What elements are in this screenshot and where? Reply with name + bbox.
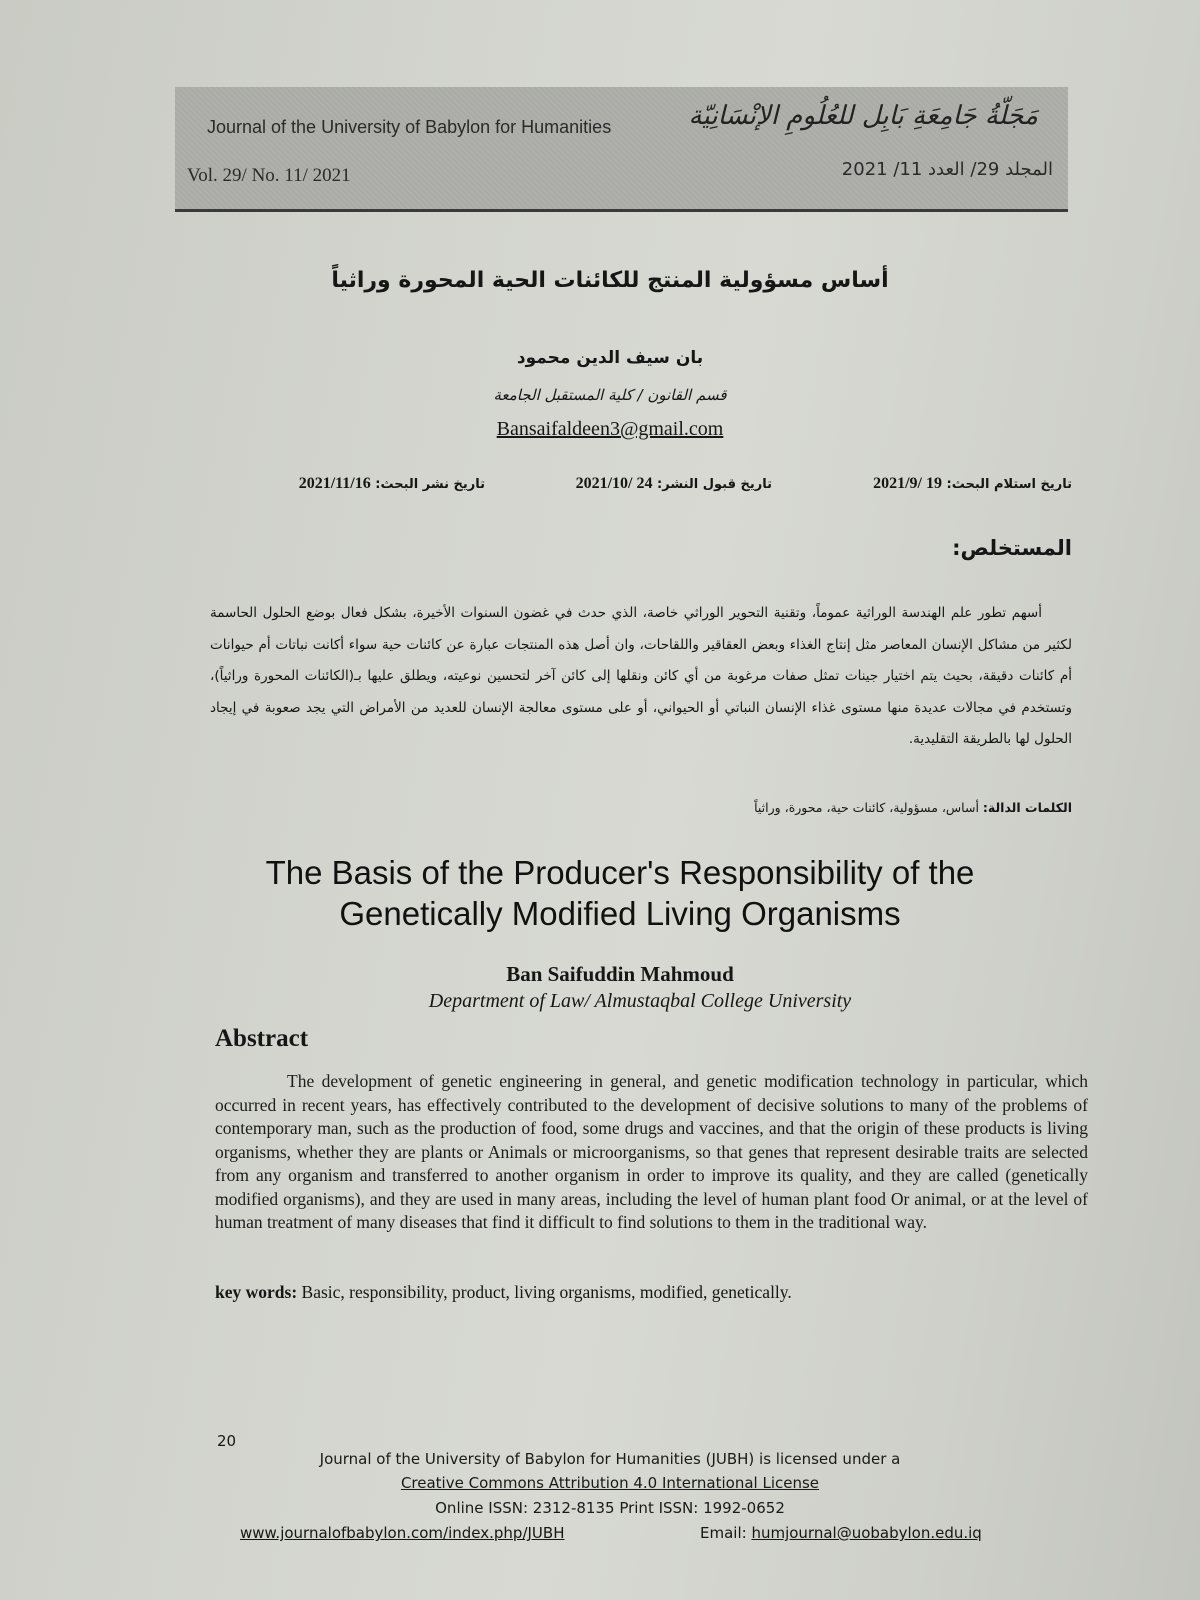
english-author: Ban Saifuddin Mahmoud: [506, 962, 734, 986]
date-received: [873, 475, 1072, 493]
english-abstract-heading: Abstract: [215, 1025, 309, 1052]
english-abstract-text: The development of genetic engineering in general, and genetic modification technology in particular, which occurred in recent years, has effectively contributed to the development of decisive solutions to many of the problems of contemporary man, such as the production of food, some drugs and vaccines, and that the origin of these products is living organisms, whether they are plants or Animals or microorganisms, so that genes that represent desirable traits are selected from any organism and transferred to another organism in order to improve its quality, and they are called (genetically modified organisms), and they are used in many areas, including the level of human plant food Or animal, or at the level of human treatment of many diseases that find it difficult to find solutions to them in the traditional way.: [215, 1071, 1088, 1232]
english-affiliation: Department of Law/ Almustaqbal College University: [428, 990, 852, 1012]
english-keywords-text: Basic, responsibility, product, living organisms, modified, genetically.: [301, 1282, 792, 1302]
journal-name-en: Journal of the University of Babylon for Humanities: [207, 117, 612, 137]
date-accepted-label: تاريخ قبول النشر:: [657, 477, 772, 492]
english-title: [0, 852, 1200, 934]
author-email-link[interactable]: Bansaifaldeen3@gmail.com: [496, 418, 724, 440]
english-keywords-label: key words:: [215, 1282, 298, 1302]
english-title-line-2: Genetically Modified Living Organisms: [339, 895, 901, 932]
date-published-value: 2021/11/16: [298, 475, 371, 492]
arabic-affiliation: قسم القانون / كلية المستقبل الجامعة: [493, 386, 727, 404]
date-published-label: تاريخ نشر البحث:: [375, 477, 485, 492]
journal-header-band: [175, 87, 1068, 212]
arabic-keywords-text: أساس، مسؤولية، كائنات حية، محورة، وراثياً: [754, 800, 979, 815]
arabic-abstract-text: أسهم تطور علم الهندسة الوراثية عموماً، وتقنية التحوير الوراثي خاصة، الذي حدث في غضون السنوات الأخيرة، بشكل فعال بوضع الحلول الحاسمة لكثير من مشاكل الإنسان المعاصر مثل إنتاج الغذاء وبعض العقاقير واللقاحات، وان أصل هذه المنتجات عبارة عن كائنات حية سواء أكانت نباتات أم حيوانات أم كائنات دقيقة، بحيث يتم اختيار جينات تمثل صفات مرغوبة من أي كائن ونقلها إلى كائن آخر لتحسين نوعيته، ويطلق عليها بـ(الكائنات المحورة وراثياً)، وتستخدم في مجالات عديدة منها مستوى غذاء الإنسان النباتي أو الحيواني، أو على مستوى معالجة الإنسان للعديد من الأمراض التي يجد صعوبة في إيجاد الحلول لها بالطريقة التقليدية.: [210, 605, 1072, 747]
issn-info: Online ISSN: 2312-8135 Print ISSN: 1992-0652: [435, 1499, 785, 1517]
volume-issue-ar: المجلد 29/ العدد 11/ 2021: [841, 159, 1053, 180]
arabic-abstract-heading: المستخلص:: [952, 536, 1072, 560]
volume-issue-en: Vol. 29/ No. 11/ 2021: [187, 165, 351, 186]
journal-email-label: Email:: [700, 1524, 747, 1542]
date-accepted-value: 24 /2021/10: [575, 475, 653, 492]
english-title-line-1: The Basis of the Producer's Responsibility of the: [265, 854, 975, 891]
date-received-value: 19 /2021/9: [873, 475, 942, 492]
journal-email-link[interactable]: humjournal@uobabylon.edu.iq: [751, 1524, 982, 1542]
arabic-keywords-label: الكلمات الدالة:: [982, 800, 1072, 815]
arabic-keywords: [754, 800, 1072, 815]
page-number: 20: [217, 1432, 237, 1450]
journal-email: [700, 1524, 982, 1542]
license-link[interactable]: Creative Commons Attribution 4.0 International License: [400, 1474, 820, 1492]
date-published: [299, 475, 485, 493]
arabic-author: بان سيف الدين محمود: [516, 348, 704, 368]
date-received-label: تاريخ استلام البحث:: [946, 477, 1072, 492]
journal-name-ar: مَجَلّةُ جَامِعَةِ بَابِل للعُلُومِ الإنْسَانِيّة: [688, 101, 1038, 131]
arabic-title: أساس مسؤولية المنتج للكائنات الحية المحورة وراثياً: [331, 268, 889, 293]
license-statement: Journal of the University of Babylon for Humanities (JUBH) is licensed under a: [319, 1450, 901, 1468]
journal-website-link[interactable]: www.journalofbabylon.com/index.php/JUBH: [240, 1524, 565, 1542]
english-keywords: [215, 1282, 792, 1303]
date-accepted: [576, 475, 772, 493]
